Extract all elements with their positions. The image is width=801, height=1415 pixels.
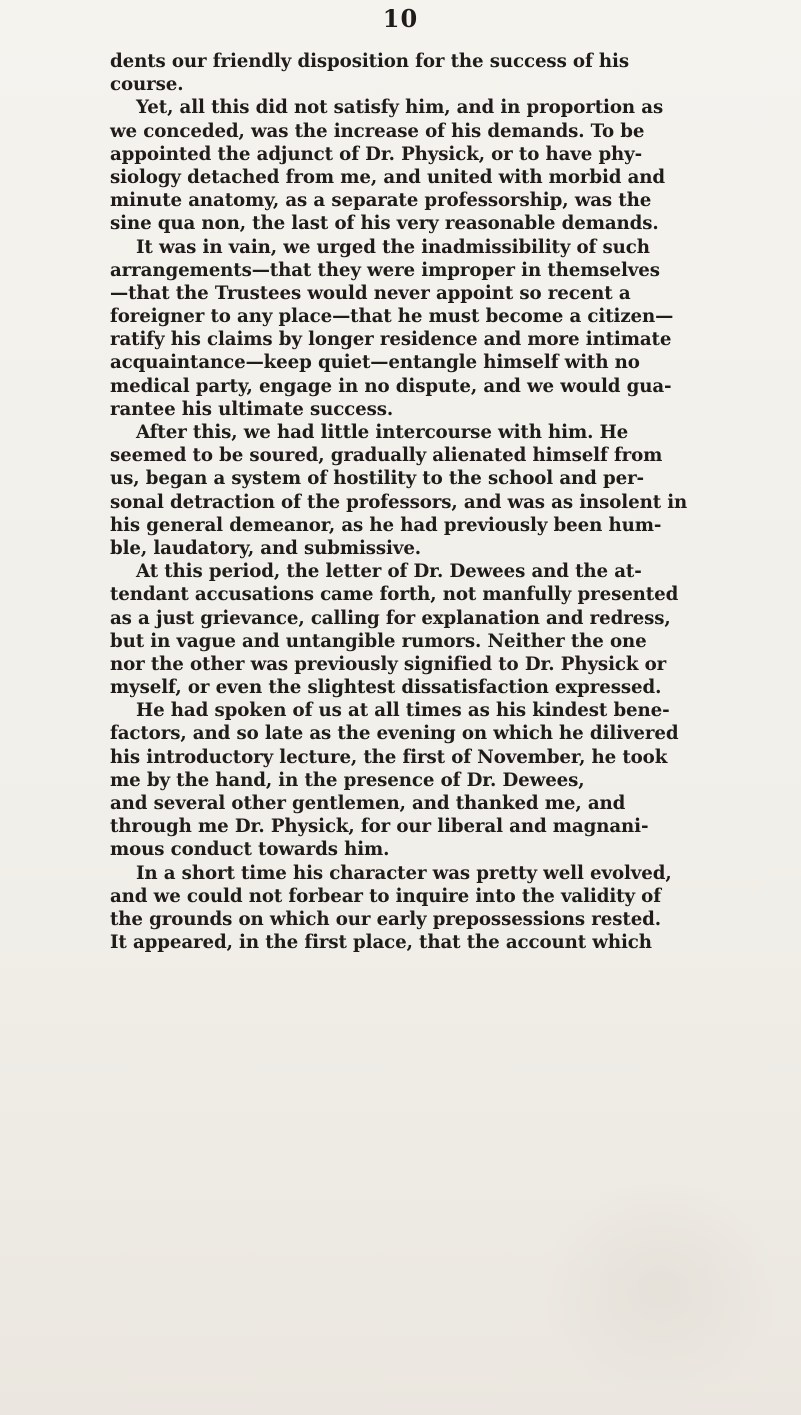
text-line: as a just grievance, calling for explanation and redress,	[110, 607, 671, 629]
text-line: arrangements—that they were improper in themselves	[110, 259, 660, 281]
text-line: and we could not forbear to inquire into the validity of	[110, 885, 661, 907]
text-line: appointed the adjunct of Dr. Physick, or to have phy-	[110, 143, 643, 165]
text-line: through me Dr. Physick, for our liberal and magnani-	[110, 816, 649, 838]
text-line: acquaintance—keep quiet—entangle himself with no	[110, 352, 640, 374]
text-line: At this period, the letter of Dr. Dewees and the at-	[136, 561, 642, 583]
text-line: his introductory lecture, the first of November, he took	[110, 746, 668, 768]
text-line: course.	[110, 74, 184, 96]
text-line: dents our friendly disposition for the success of his	[110, 51, 629, 72]
text-line: the grounds on which our early prepossessions rested.	[110, 908, 662, 930]
text-line: After this, we had little intercourse with him. He	[136, 422, 629, 443]
text-line: —that the Trustees would never appoint so recent a	[110, 282, 631, 304]
text-line: ble, laudatory, and submissive.	[110, 537, 422, 559]
text-line: nor the other was previously signified to Dr. Physick or	[110, 653, 667, 675]
text-line: but in vague and untangible rumors. Neither the one	[110, 630, 647, 652]
text-line: tendant accusations came forth, not manfully presented	[110, 584, 679, 606]
text-line: It was in vain, we urged the inadmissibility of such	[136, 236, 650, 258]
text-line: us, began a system of hostility to the school and per-	[110, 468, 645, 490]
body-text	[110, 50, 800, 954]
text-line: his general demeanor, as he had previously been hum-	[110, 514, 662, 536]
text-line: sine qua non, the last of his very reasonable demands.	[110, 213, 659, 235]
text-line: seemed to be soured, gradually alienated himself from	[110, 445, 663, 467]
page-number: 10	[382, 4, 419, 33]
text-line: myself, or even the slightest dissatisfaction expressed.	[110, 677, 662, 699]
text-line: minute anatomy, as a separate professorship, was the	[110, 190, 652, 212]
text-line: mous conduct towards him.	[110, 839, 390, 861]
text-line: we conceded, was the increase of his demands. To be	[110, 120, 645, 142]
text-line: rantee his ultimate success.	[110, 398, 394, 420]
text-line: me by the hand, in the presence of Dr. Dewees,	[110, 769, 585, 791]
text-line: sonal detraction of the professors, and was as insolent in	[110, 491, 688, 513]
text-line: medical party, engage in no dispute, and we would gua-	[110, 375, 672, 397]
text-line: factors, and so late as the evening on which he dilivered	[110, 723, 679, 745]
text-line: Yet, all this did not satisfy him, and in proportion as	[136, 97, 664, 119]
text-line: He had spoken of us at all times as his kindest bene-	[136, 700, 670, 722]
text-line: siology detached from me, and united with morbid and	[110, 166, 666, 188]
text-line: and several other gentlemen, and thanked me, and	[110, 793, 626, 814]
text-line: It appeared, in the first place, that the account which	[110, 932, 652, 954]
text-line: In a short time his character was pretty well evolved,	[136, 862, 672, 884]
text-line: ratify his claims by longer residence and more intimate	[110, 329, 672, 351]
text-line: foreigner to any place—that he must become a citizen—	[110, 306, 674, 328]
paper-stain	[540, 1180, 780, 1400]
